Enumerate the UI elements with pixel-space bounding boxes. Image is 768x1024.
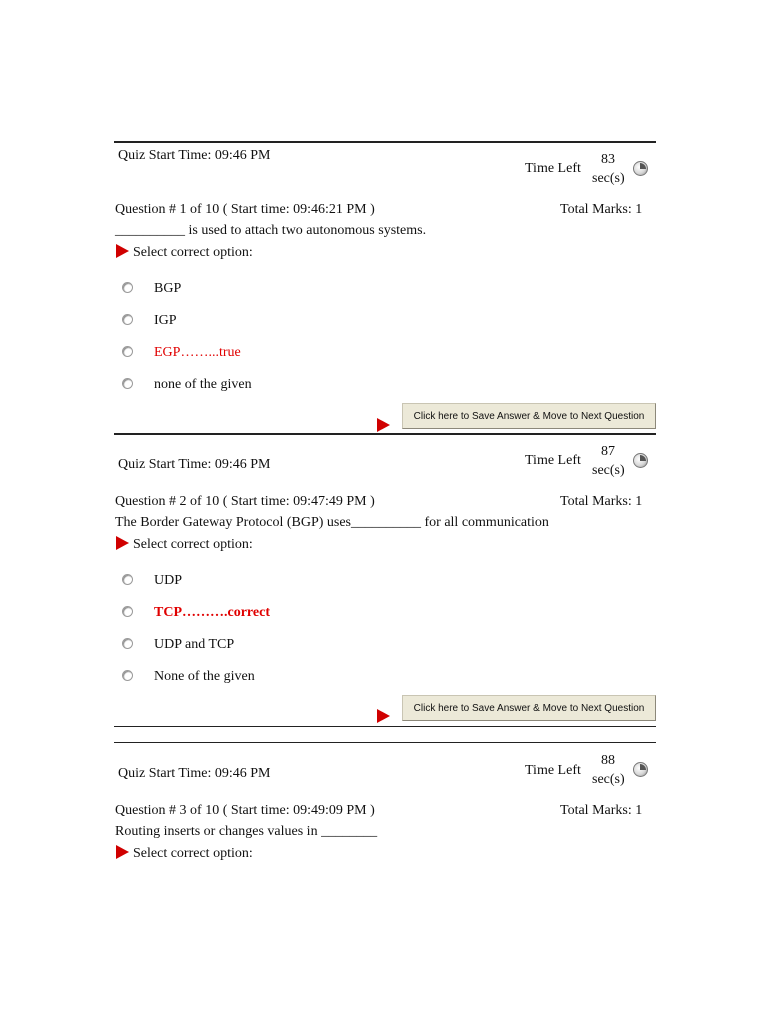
time-left-label: Time Left — [525, 453, 581, 468]
question-header: Question # 1 of 10 ( Start time: 09:46:21 PM ) — [115, 202, 375, 217]
seconds-remaining: 88 — [601, 753, 615, 768]
arrow-marker-icon — [116, 536, 129, 550]
arrow-marker-icon — [377, 709, 390, 723]
select-option-label: Select correct option: — [133, 537, 253, 552]
option-label: IGP — [154, 313, 177, 328]
save-next-button[interactable]: Click here to Save Answer & Move to Next Question — [402, 695, 656, 721]
option-label: none of the given — [154, 377, 252, 392]
seconds-unit: sec(s) — [592, 171, 625, 186]
radio-option-4[interactable] — [122, 378, 133, 389]
option-label-correct: EGP……...true — [154, 345, 241, 360]
question-text: Routing inserts or changes values in ________ — [115, 824, 378, 839]
time-left-label: Time Left — [525, 763, 581, 778]
total-marks: Total Marks: 1 — [560, 494, 643, 509]
select-option-label: Select correct option: — [133, 846, 253, 861]
radio-option-3[interactable] — [122, 638, 133, 649]
radio-option-2[interactable] — [122, 314, 133, 325]
timer-icon — [633, 762, 648, 777]
select-option-label: Select correct option: — [133, 245, 253, 260]
radio-option-3[interactable] — [122, 346, 133, 357]
section-divider — [114, 141, 656, 143]
section-divider — [114, 433, 656, 435]
option-label: UDP and TCP — [154, 637, 235, 652]
save-next-button[interactable]: Click here to Save Answer & Move to Next Question — [402, 403, 656, 429]
radio-option-4[interactable] — [122, 670, 133, 681]
quiz-start-time: Quiz Start Time: 09:46 PM — [118, 457, 271, 472]
quiz-start-time: Quiz Start Time: 09:46 PM — [118, 148, 271, 163]
question-text: The Border Gateway Protocol (BGP) uses__________ for all communication — [115, 515, 549, 530]
seconds-remaining: 87 — [601, 444, 615, 459]
seconds-remaining: 83 — [601, 152, 615, 167]
option-label: None of the given — [154, 669, 255, 684]
total-marks: Total Marks: 1 — [560, 803, 643, 818]
question-text: __________ is used to attach two autonomous systems. — [115, 223, 427, 238]
arrow-marker-icon — [116, 845, 129, 859]
radio-option-1[interactable] — [122, 574, 133, 585]
option-label-correct: TCP……….correct — [154, 605, 270, 620]
seconds-unit: sec(s) — [592, 772, 625, 787]
section-divider — [114, 726, 656, 727]
option-label: UDP — [154, 573, 183, 588]
question-header: Question # 3 of 10 ( Start time: 09:49:09 PM ) — [115, 803, 375, 818]
section-divider — [114, 742, 656, 743]
radio-option-2[interactable] — [122, 606, 133, 617]
seconds-unit: sec(s) — [592, 463, 625, 478]
question-header: Question # 2 of 10 ( Start time: 09:47:49 PM ) — [115, 494, 375, 509]
total-marks: Total Marks: 1 — [560, 202, 643, 217]
quiz-start-time: Quiz Start Time: 09:46 PM — [118, 766, 271, 781]
radio-option-1[interactable] — [122, 282, 133, 293]
timer-icon — [633, 453, 648, 468]
arrow-marker-icon — [377, 418, 390, 432]
option-label: BGP — [154, 281, 182, 296]
time-left-label: Time Left — [525, 161, 581, 176]
arrow-marker-icon — [116, 244, 129, 258]
timer-icon — [633, 161, 648, 176]
